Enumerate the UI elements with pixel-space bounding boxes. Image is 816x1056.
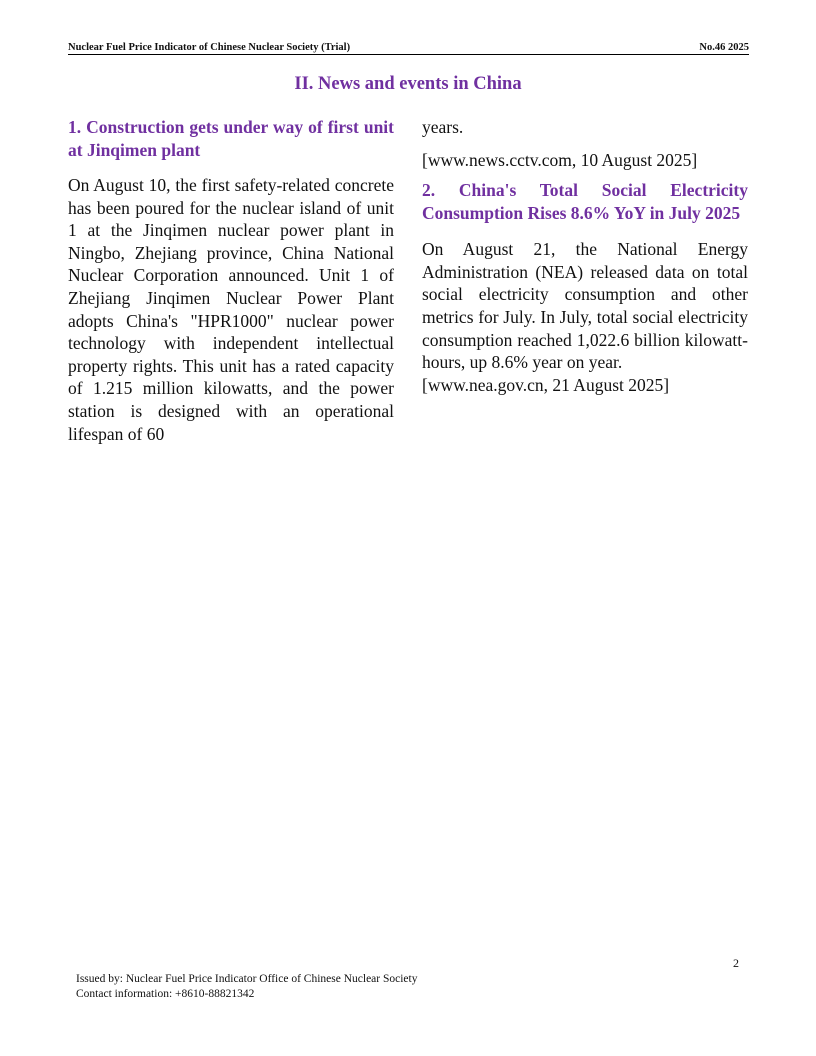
- right-column: [422, 116, 748, 396]
- article-2-body: On August 21, the National Energy Administration (NEA) released data on total social electricity consumption and other metrics for July. In July, total social electricity consumption reached 1,022.6 billion kilowatt-hours, up 8.6% year on year.: [422, 239, 748, 373]
- article-1-title: 1. Construction gets under way of first unit at Jinqimen plant: [68, 117, 394, 160]
- article-1-body-continued: years.: [422, 117, 464, 137]
- page-number: 2: [733, 956, 739, 970]
- footer-issued-by: Issued by: Nuclear Fuel Price Indicator Office of Chinese Nuclear Society: [76, 973, 418, 985]
- page-header: [68, 38, 749, 55]
- issue-number: No.46 2025: [699, 42, 749, 53]
- section-title: II. News and events in China: [294, 74, 522, 94]
- article-1-source: [www.news.cctv.com, 10 August 2025]: [422, 149, 698, 170]
- page-footer: [76, 972, 417, 1001]
- left-column: [68, 116, 394, 445]
- article-2-title: 2. China's Total Social Electricity Consumption Rises 8.6% YoY in July 2025: [422, 180, 748, 224]
- publication-name: Nuclear Fuel Price Indicator of Chinese Nuclear Society (Trial): [68, 42, 351, 53]
- footer-contact: Contact information: +8610-88821342: [76, 987, 255, 1000]
- article-2-source: [www.nea.gov.cn, 21 August 2025]: [422, 374, 670, 395]
- article-1-body: On August 10, the first safety-related concrete has been poured for the nuclear island of unit 1 at the Jinqimen nuclear power plant in Ningbo, Zhejiang province, China National Nuclear Corporation announced. Unit 1 of Zhejiang Jinqimen Nuclear Power Plant adopts China's "HPR1000" nuclear power technology with independent intellectual property rights. This unit has a rated capacity of 1.215 million kilowatts, and the power station is designed with an operational lifespan of 60: [68, 175, 394, 444]
